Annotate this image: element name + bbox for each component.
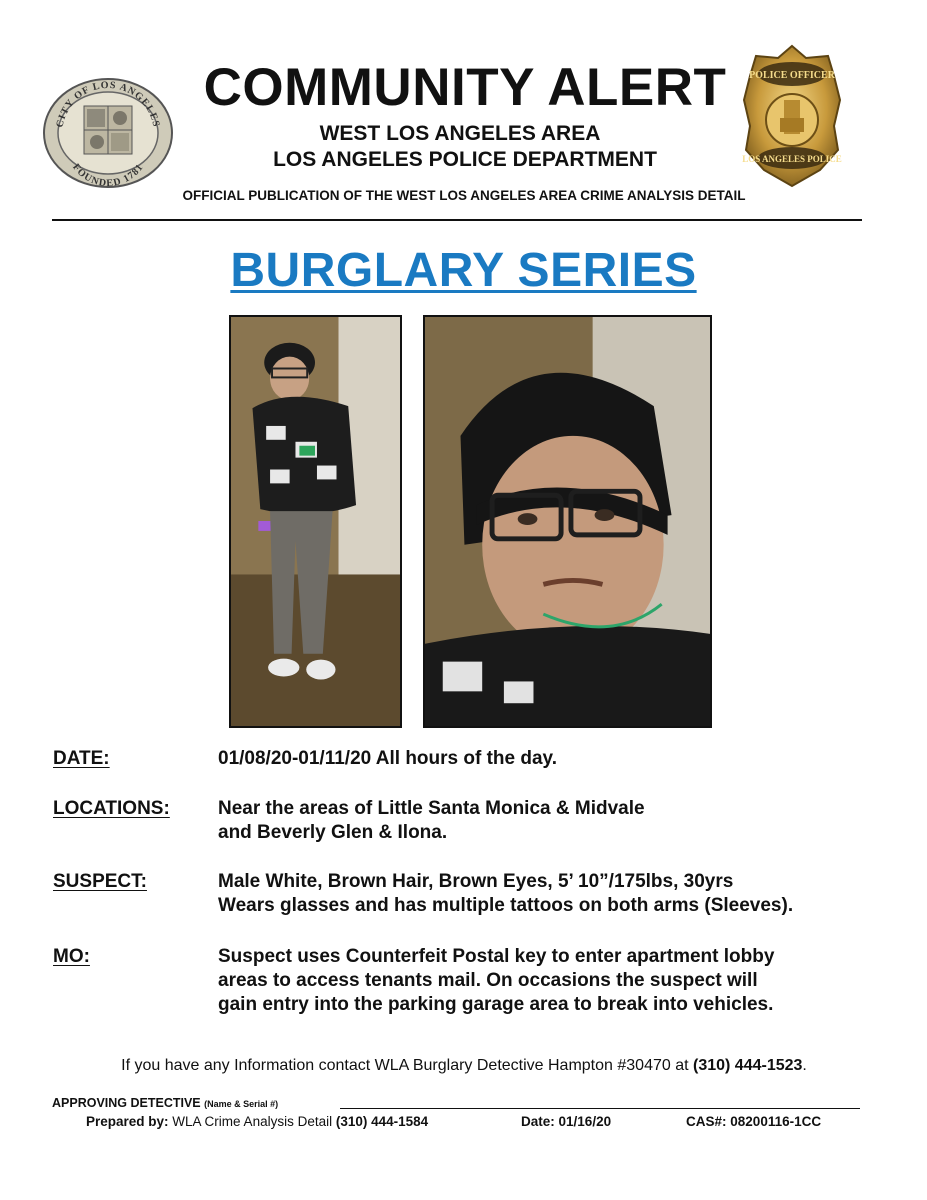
department-subtitle: LOS ANGELES POLICE DEPARTMENT xyxy=(273,148,657,171)
prepared-label: Prepared by: xyxy=(86,1114,169,1129)
svg-text:POLICE OFFICER: POLICE OFFICER xyxy=(749,70,835,81)
cas-value: 08200116-1CC xyxy=(730,1114,822,1129)
svg-text:FOUNDED 1781: FOUNDED 1781 xyxy=(70,161,146,188)
prepared-value: WLA Crime Analysis Detail xyxy=(172,1114,333,1129)
svg-text:LOS ANGELES POLICE: LOS ANGELES POLICE xyxy=(742,154,842,164)
suspect-line-1: Male White, Brown Hair, Brown Eyes, 5’ 10”/175lbs, 30yrs xyxy=(218,871,734,892)
locations-line-1: Near the areas of Little Santa Monica & Midvale xyxy=(218,798,645,819)
contact-text: If you have any Information contact WLA Burglary Detective Hampton #30470 at xyxy=(121,1057,689,1074)
approving-note: (Name & Serial #) xyxy=(204,1099,279,1109)
approving-label: APPROVING DETECTIVE xyxy=(52,1096,201,1110)
contact-end: . xyxy=(802,1057,807,1074)
suspect-photo-closeup xyxy=(423,315,712,728)
prepared-phone: (310) 444-1584 xyxy=(335,1114,429,1129)
mo-line-3: gain entry into the parking garage area to break into vehicles. xyxy=(218,994,774,1015)
locations-line-2: and Beverly Glen & Ilona. xyxy=(218,822,448,843)
contact-line xyxy=(40,1056,888,1076)
header-divider xyxy=(52,219,862,221)
svg-text:CITY OF LOS ANGELES: CITY OF LOS ANGELES xyxy=(54,79,162,129)
approving-detective-label xyxy=(52,1095,278,1112)
alert-type-heading: BURGLARY SERIES xyxy=(230,244,697,297)
prepared-date xyxy=(521,1114,611,1130)
suspect-label: SUSPECT: xyxy=(53,871,147,892)
approving-signature-line xyxy=(340,1108,860,1109)
date-label: DATE: xyxy=(53,748,110,769)
city-seal-logo xyxy=(42,78,174,188)
date-footer-value: 01/16/20 xyxy=(558,1114,612,1129)
mo-line-2: areas to access tenants mail. On occasions the suspect will xyxy=(218,970,758,991)
prepared-by xyxy=(86,1114,428,1130)
case-number xyxy=(686,1114,821,1130)
suspect-line-2: Wears glasses and has multiple tattoos on both arms (Sleeves). xyxy=(218,895,794,916)
area-subtitle: WEST LOS ANGELES AREA xyxy=(319,122,601,145)
publication-line: OFFICIAL PUBLICATION OF THE WEST LOS ANGELES AREA CRIME ANALYSIS DETAIL xyxy=(182,188,746,203)
page-title: COMMUNITY ALERT xyxy=(203,58,727,117)
suspect-photo-full-body xyxy=(229,315,402,728)
contact-phone: (310) 444-1523 xyxy=(693,1057,803,1074)
mo-label: MO: xyxy=(53,946,90,967)
date-value: 01/08/20-01/11/20 All hours of the day. xyxy=(218,748,557,769)
locations-label: LOCATIONS: xyxy=(53,798,170,819)
cas-label: CAS#: xyxy=(686,1114,727,1129)
date-footer-label: Date: xyxy=(521,1114,555,1129)
mo-line-1: Suspect uses Counterfeit Postal key to enter apartment lobby xyxy=(218,946,775,967)
